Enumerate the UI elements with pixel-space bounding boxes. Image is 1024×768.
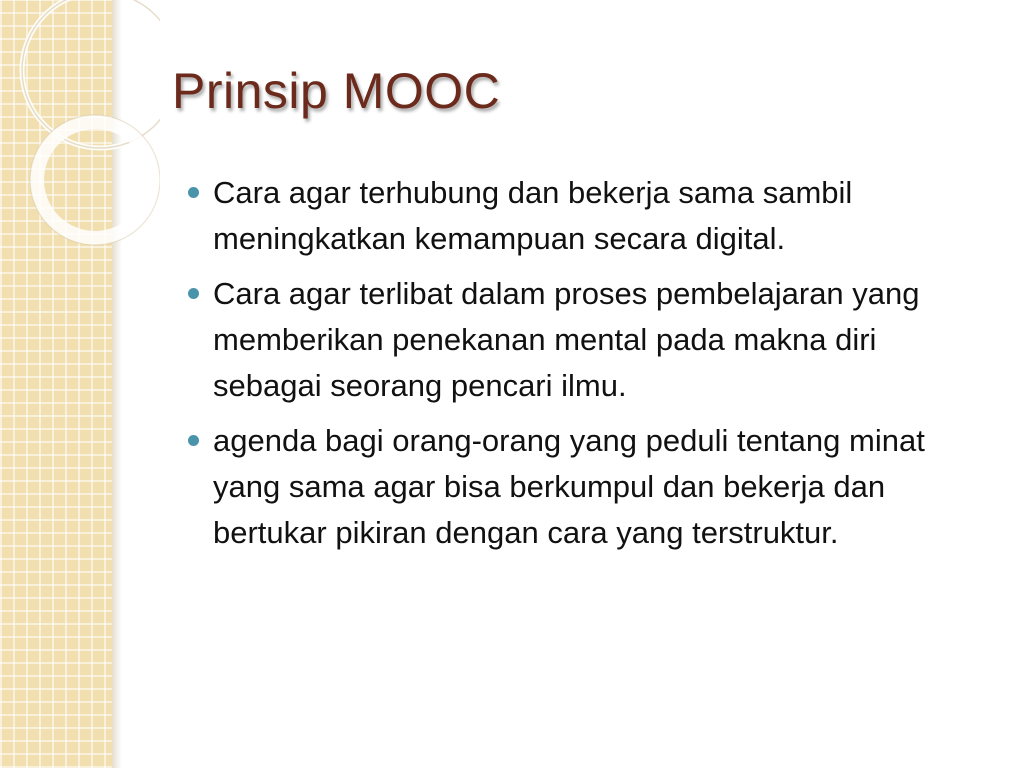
bullet-item <box>186 271 986 409</box>
bullet-text: agenda bagi orang-orang yang peduli tentang minat yang sama agar bisa berkumpul dan bekerja dan bertukar pikiran dengan cara yang terstruktur. <box>213 423 925 550</box>
decorative-circles <box>0 0 160 300</box>
bullet-list <box>186 170 986 565</box>
bullet-dot-icon <box>188 435 199 446</box>
bullet-text: Cara agar terhubung dan bekerja sama sambil meningkatkan kemampuan secara digital. <box>213 175 853 256</box>
slide-title: Prinsip MOOC <box>172 63 501 119</box>
bullet-item <box>186 170 986 262</box>
bullet-dot-icon <box>188 288 199 299</box>
bullet-item <box>186 418 986 556</box>
bullet-dot-icon <box>188 187 199 198</box>
bullet-text: Cara agar terlibat dalam proses pembelajaran yang memberikan penekanan mental pada makna diri sebagai seorang pencari ilmu. <box>213 276 920 403</box>
